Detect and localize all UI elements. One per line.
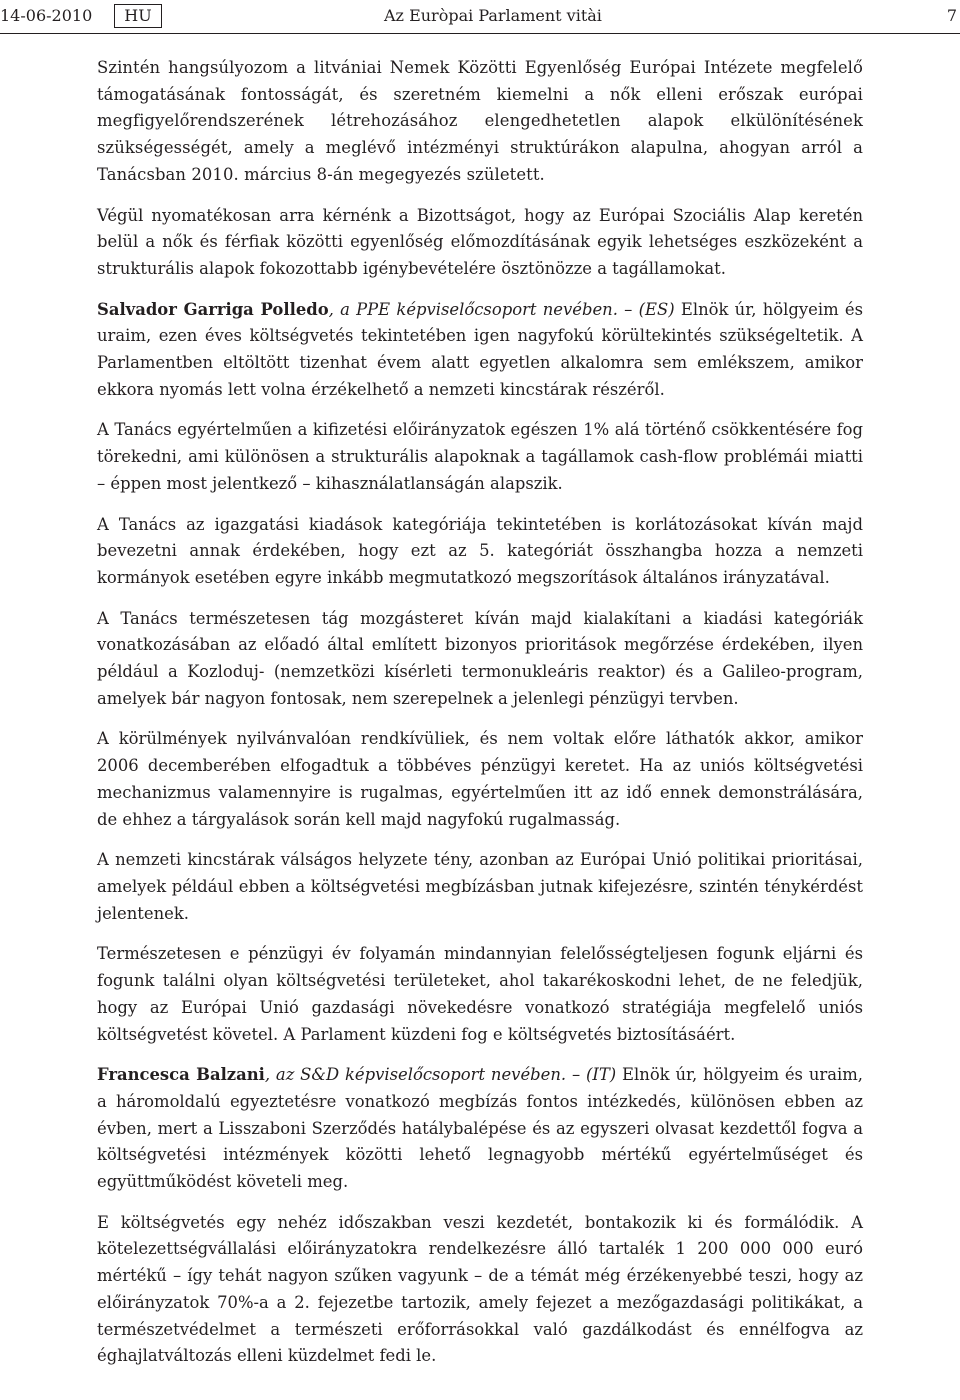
header-date: 14-06-2010 xyxy=(0,6,93,25)
paragraph: A körülmények nyilvánvalóan rendkívüliek, és nem voltak előre láthatók akkor, amikor 2006 decemberében elfogadtuk a többéves pénzügyi keretet. Ha az uniós költségvetési mechanizmus valamennyire is rugalmas, egyértelműen itt az idő ennek demonstrálására, de ehhez a tárgyalások során kell majd nagyfokú rugalmasság. xyxy=(97,729,863,829)
paragraph: Természetesen e pénzügyi év folyamán mindannyian felelősségteljesen fogunk eljárni és fogunk találni olyan költségvetési területeket, ahol takarékoskodni lehet, de ne feledjük, hogy az Európai Unió gazdasági növekedésre vonatkozó stratégiája megfelelő uniós költségvetést követel. A Parlament küzdeni fog e költségvetés biztosításáért. xyxy=(97,944,863,1044)
document-body xyxy=(97,55,863,1384)
paragraph: A Tanács egyértelműen a kifizetési előirányzatok egészen 1% alá történő csökkentésére fog törekedni, ami különösen a strukturális alapoknak a tagállamok cash-flow problémái miatti – éppen most jelentkező – kihasználatlanságán alapszik. xyxy=(97,420,863,493)
language-tag: (ES) xyxy=(638,299,675,319)
speaker-name: Francesca Balzani xyxy=(97,1065,265,1085)
language-tag: (IT) xyxy=(586,1065,617,1085)
page-number: 7 xyxy=(946,6,957,25)
dash: – xyxy=(617,299,639,319)
page-header xyxy=(0,0,960,34)
paragraph: A Tanács az igazgatási kiadások kategóriája tekintetében is korlátozásokat kíván majd bevezetni annak érdekében, hogy ezt az 5. kategóriát összhangba hozza a nemzeti kormányok esetében egyre inkább megmutatkozó megszorítások általános irányzatával. xyxy=(97,514,863,587)
language-code-box: HU xyxy=(114,4,162,28)
speech-text: Elnök úr, hölgyeim és uraim, ezen éves költségvetés tekintetében igen nagyfokú körültekintés szükségeltetik. A Parlamentben eltöltött tizenhat évem alatt egyetlen alkalomra sem emlékszem, amikor ekkora nyomás lett volna érzékelhető a nemzeti kincstárak részéről. xyxy=(97,299,863,399)
speech-paragraph xyxy=(97,297,863,404)
paragraph: A Tanács természetesen tág mozgásteret kíván majd kialakítani a kiadási kategóriák vonatkozásában az előadó által említett bizonyos prioritások megőrzése érdekében, ilyen például a Kozloduj- (nemzetközi kísérleti termonukleáris reaktor) és a Galileo-program, amelyek bár nagyon fontosak, nem szerepelnek a jelenlegi pénzügyi tervben. xyxy=(97,608,863,708)
paragraph: Végül nyomatékosan arra kérnénk a Bizottságot, hogy az Európai Szociális Alap keretén belül a nők és férfiak közötti egyenlőség előmozdításának egyik lehetséges eszközeként a strukturális alapok fokozottabb igénybevételére ösztönözze a tagállamokat. xyxy=(97,205,863,278)
speech-paragraph xyxy=(97,1062,863,1196)
paragraph: A nemzeti kincstárak válságos helyzete tény, azonban az Európai Unió politikai prioritásai, amelyek például ebben a költségvetési megbízásban jutnak kifejezésre, szintén ténykérdést jelentenek. xyxy=(97,850,863,923)
speaker-name: Salvador Garriga Polledo xyxy=(97,299,329,319)
paragraph: E költségvetés egy nehéz időszakban veszi kezdetét, bontakozik ki és formálódik. A kötelezettségvállalási előirányzatokra rendelkezésre álló tartalék 1 200 000 000 euró mértékű – így tehát nagyon szűken vagyunk – de a témát még érzékenyebbé teszi, hogy az előirányzatok 70%-a a 2. fejezetbe tartozik, amely fejezet a mezőgazdasági politikákat, a természetvédelmet a természeti erőforrásokkal való gazdálkodást és ennélfogva az éghajlatváltozás elleni küzdelmet fedi le. xyxy=(97,1212,863,1366)
speaker-role: , az S&D képviselőcsoport nevében. xyxy=(264,1065,567,1085)
dash: – xyxy=(566,1065,586,1085)
paragraph: Szintén hangsúlyozom a litvániai Nemek Közötti Egyenlőség Európai Intézete megfelelő támogatásának fontosságát, és szeretném kiemelni a nők elleni erőszak európai megfigyelőrendszerének létrehozásához elengedhetetlen alapok elkülönítésének szükségességét, amely a meglévő intézményi struktúrákon alapulna, ahogyan arról a Tanácsban 2010. március 8-án megegyezés született. xyxy=(97,58,863,184)
speaker-role: , a PPE képviselőcsoport nevében. xyxy=(328,299,618,319)
document-title: Az Euròpai Parlament vitài xyxy=(384,6,602,25)
speech-text: Elnök úr, hölgyeim és uraim, a háromoldalú egyeztetésre vonatkozó megbízás fontos intézkedés, különösen ebben az évben, mert a Lisszaboni Szerződés hatálybalépése és az egyszeri olvasat kezdettől fogva a költségvetési intézmények közötti lehető legnagyobb mértékű egyértelműséget és együttműködést követeli meg. xyxy=(97,1065,863,1192)
